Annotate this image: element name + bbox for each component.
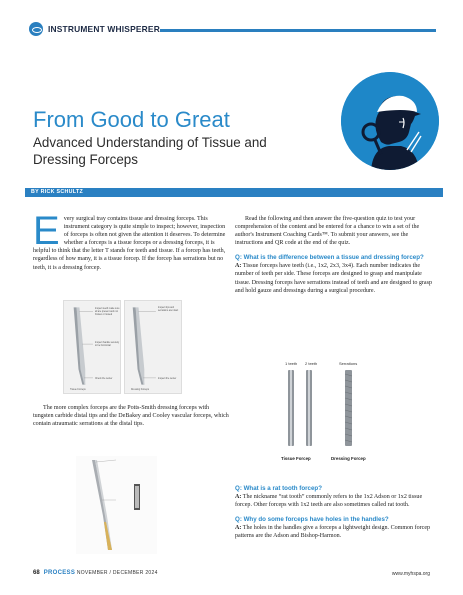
right-column-lower [235,477,436,540]
dressing-forceps-photo [124,300,182,394]
question-2: Q: What is a rat tooth forcep? [235,485,322,492]
byline-bar [25,188,443,197]
answer-2-lead: A: [235,494,242,500]
tissue-forceps-label: Tissue Forceps [70,389,86,391]
instrument-whisperer-emblem [341,72,439,170]
potts-smith-forceps-diagram [76,456,157,554]
article-title: From Good to Great [33,107,230,132]
complex-forceps-paragraph: The more complex forceps are the Potts-Smith dressing forceps with tungsten carbide distal tips and the DeBakey and Cooley vascular forceps, which contain atraumatic serrations at the distal tips. [33,405,229,428]
intro-paragraph: very surgical tray contains tissue and dressing forceps. This instrument category is quite simple to inspect; however, inspection of forceps is often not given the attention it deserves. To determine whether a forceps is a tissue forceps or a dressing forceps, it is helpful to think that the letter T stands for teeth and tissue. If a forcep has teeth, regardless of how many, it is a tissue forcep. If the forcep has serrations but no teeth, it is a dressing forcep. [33,216,226,271]
answer-2-text: The nickname “rat tooth” commonly refers to the 1x2 Adson or 1x2 tissue forcep. Other forceps with 1x2 teeth are also sometimes called rat tooth. [235,494,423,509]
drop-cap: E [33,209,60,253]
dressing-serrations-note: Inspect tips and serrations are intact [158,307,179,312]
question-1: Q: What is the difference between a tissue and dressing forcep? [235,254,424,262]
forcep-tips-comparison-photo [269,360,388,467]
one-teeth-label: 1 teeth [285,361,298,366]
quiz-intro: Read the following and then answer the five-question quiz to test your comprehension of the content and be entered for a chance to win a set of the author's Instrument Coaching Cards™. To submit your answers, see the instructions and QR code at the end of the quiz. [235,216,420,247]
header-rule [160,29,436,32]
byline: BY RICK SCHULTZ [31,189,83,195]
article-subtitle: Advanced Understanding of Tissue and Dressing Forceps [33,135,267,167]
right-column [235,215,436,295]
answer-1-lead: A: [235,263,242,270]
answer-1 [235,262,436,294]
dressing-inspect-note: Inspect the center [158,378,177,380]
page-number: 68 [33,570,40,576]
serrations-label: Serrations [339,361,358,366]
tissue-teeth-note: Inspect teeth make sure all are present and not broken or loosed [95,308,120,316]
answer-3-lead: A: [235,525,242,532]
tissue-forcep-label: Tissue Forcep [281,456,311,461]
answer-2 [235,493,436,509]
section-title: INSTRUMENT WHISPERER [48,24,160,34]
issue-date: NOVEMBER / DECEMBER 2024 [76,570,158,576]
eye-logo-icon [29,22,43,36]
tissue-forceps-photo [63,300,121,394]
left-column [33,209,230,272]
two-teeth-label: 2 teeth [305,361,318,366]
dressing-forcep-label: Dressing Forcep [331,456,366,461]
publication-name: PROCESS [43,570,76,576]
tissue-guide-note: Check the center [95,378,113,380]
dressing-forceps-label: Dressing Forceps [131,389,149,391]
website-url: www.myhspa.org [391,571,430,577]
tissue-handle-note: Inspect handle securely to be horizontal [95,342,120,347]
emblem-figure-icon [341,72,439,170]
question-3: Q: Why do some forceps have holes in the handles? [235,516,389,524]
answer-1-text: Tissue forceps have teeth (i.e., 1x2, 2x3, 3x4). Each number indicates the number of teeth per side. These forceps are designed to grasp and manipulate tissue. Dressing forceps have serrations instead of teeth and are designed to grasp and hold gauze and dressings during a surgical procedure. [235,263,432,294]
answer-3-text: The holes in the handles give a forceps a lightweight design. Common forcep patterns are the Adson and Bishop-Harmon. [235,525,431,540]
answer-3 [235,524,436,540]
footer-left [33,570,158,576]
